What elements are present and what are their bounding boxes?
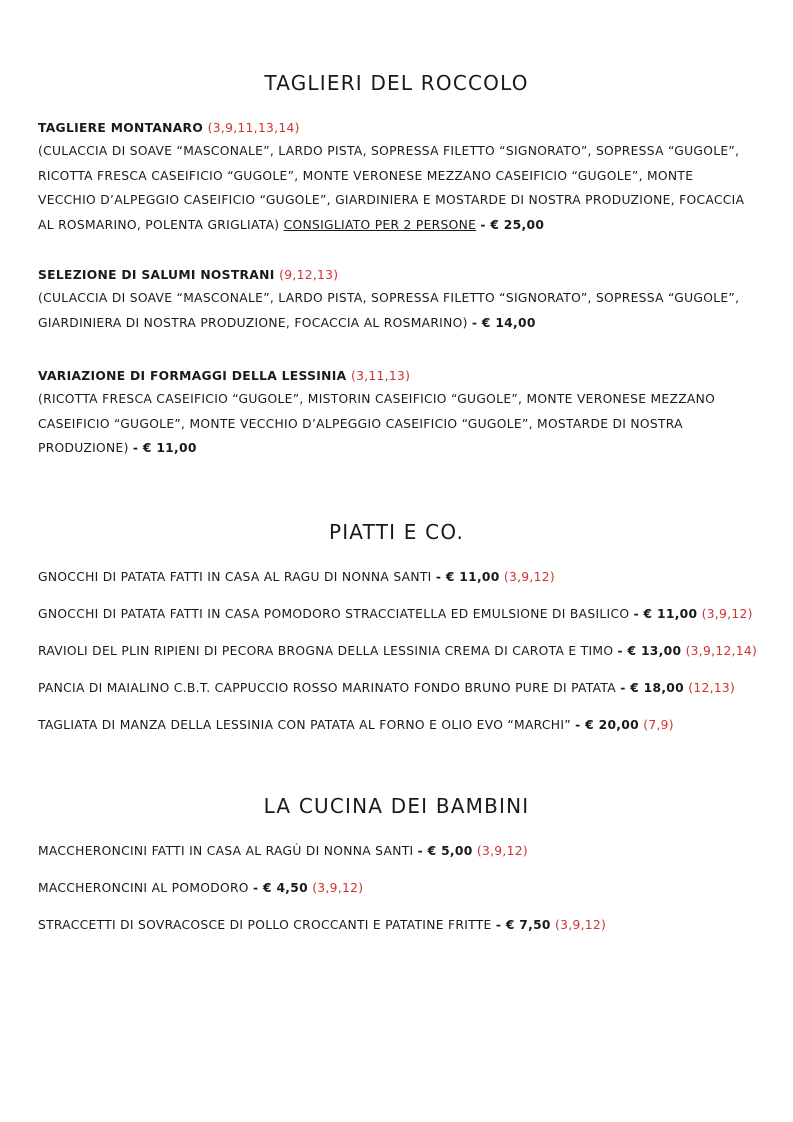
dish-price: - € 11,00 [633,607,698,621]
dish-name: GNOCCHI DI PATATA FATTI IN CASA AL RAGU DI NONNA SANTI [38,570,432,584]
dish-price: - € 20,00 [575,718,639,732]
kids-dish-item [38,917,768,933]
dish-name: GNOCCHI DI PATATA FATTI IN CASA POMODORO STRACCIATELLA ED EMULSIONE DI BASILICO [38,607,630,621]
dish-price: - € 5,00 [417,844,473,858]
dish-allergens: (3,9,12) [503,570,555,584]
dish-allergens: (3,9,12) [555,918,607,932]
tagliere-montanaro [38,120,753,237]
section-title-bambini: LA CUCINA DEI BAMBINI [263,794,530,818]
dish-item [38,717,768,733]
item-note: CONSIGLIATO PER 2 PERSONE [283,217,477,232]
selezione-salumi [38,267,753,335]
dish-allergens: (12,13) [688,681,736,695]
item-name: TAGLIERE MONTANARO [38,121,204,135]
dish-name: RAVIOLI DEL PLIN RIPIENI DI PECORA BROGNA DELLA LESSINIA CREMA DI CAROTA E TIMO [38,644,614,658]
kids-dish-item [38,880,768,896]
dish-price: - € 7,50 [495,918,551,932]
item-price: - € 25,00 [480,217,545,232]
dish-price: - € 11,00 [435,570,500,584]
dish-allergens: (3,9,12,14) [685,644,758,658]
section-title-piatti: PIATTI E CO. [328,520,465,544]
dish-price: - € 4,50 [253,881,308,895]
item-price: - € 14,00 [471,315,536,330]
dish-item [38,680,768,696]
item-price: - € 11,00 [132,441,197,455]
item-name: VARIAZIONE DI FORMAGGI DELLA LESSINIA [38,369,347,383]
section-title-taglieri: TAGLIERI DEL ROCCOLO [264,71,529,95]
dish-name: MACCHERONCINI FATTI IN CASA AL RAGÙ DI NONNA SANTI [38,844,414,858]
dish-name: PANCIA DI MAIALINO C.B.T. CAPPUCCIO ROSSO MARINATO FONDO BRUNO PURE DI PATATA [38,681,616,695]
item-description: (CULACCIA DI SOAVE “MASCONALE”, LARDO PISTA, SOPRESSA FILETTO “SIGNORATO”, SOPRESSA “GUGOLE”, GIARDINIERA DI NOSTRA PRODUZIONE, FOCACCIA AL ROSMARINO) [38,291,740,330]
item-allergens: (3,9,11,13,14) [207,121,300,135]
dish-allergens: (3,9,12) [476,844,528,858]
dish-price: - € 18,00 [620,681,685,695]
item-description: (CULACCIA DI SOAVE “MASCONALE”, LARDO PISTA, SOPRESSA FILETTO “SIGNORATO”, SOPRESSA “GUGOLE”, RICOTTA FRESCA CASEIFICIO “GUGOLE”, MONTE VERONESE MEZZANO CASEIFICIO “GUGOLE”, MONTE VECCHIO D’ALPEGGIO CASEIFICIO “GUGOLE”, GIARDINIERA E MOSTARDE DI NOSTRA PRODUZIONE, FOCACCIA AL ROSMARINO, POLENTA GRIGLIATA) [38,144,745,232]
dish-item [38,606,768,622]
dish-name: STRACCETTI DI SOVRACOSCE DI POLLO CROCCANTI E PATATINE FRITTE [38,918,492,932]
dish-item [38,643,768,659]
dish-item [38,569,768,585]
item-allergens: (3,11,13) [351,369,411,383]
item-allergens: (9,12,13) [279,268,339,282]
dish-allergens: (3,9,12) [312,881,364,895]
dish-allergens: (7,9) [643,718,674,732]
kids-dish-item [38,843,768,859]
dish-name: TAGLIATA DI MANZA DELLA LESSINIA CON PATATA AL FORNO E OLIO EVO “MARCHI” [38,718,571,732]
item-name: SELEZIONE DI SALUMI NOSTRANI [38,268,275,282]
dish-price: - € 13,00 [617,644,682,658]
variazione-formaggi [38,368,753,461]
dish-name: MACCHERONCINI AL POMODORO [38,881,249,895]
dish-allergens: (3,9,12) [701,607,753,621]
item-description: (RICOTTA FRESCA CASEIFICIO “GUGOLE”, MISTORIN CASEIFICIO “GUGOLE”, MONTE VERONESE MEZZANO CASEIFICIO “GUGOLE”, MONTE VECCHIO D’ALPEGGIO CASEIFICIO “GUGOLE”, MOSTARDE DI NOSTRA PRODUZIONE) [38,392,716,455]
